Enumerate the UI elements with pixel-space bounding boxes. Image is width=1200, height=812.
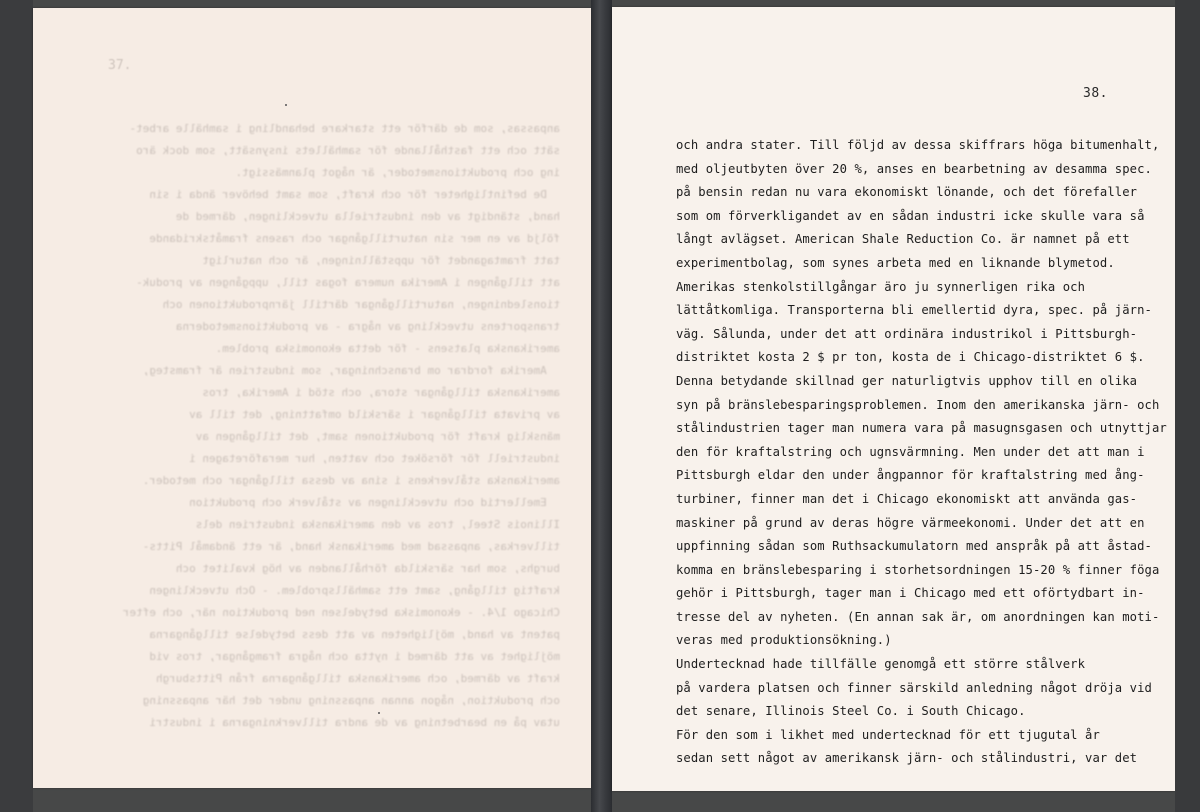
text-line: turbiner, finner man det i Chicago ekonomiskt att använda gas- bbox=[676, 491, 1138, 506]
show-through-line: burghs, som har särskilda förhållanden av hög kvalitet och bbox=[175, 562, 560, 575]
show-through-line: Amerika fordrar om branschningar, som industrien är framsteg, bbox=[142, 364, 560, 377]
text-line: med oljeutbyten över 20 %, anses en bearbetning av desamma spec. bbox=[676, 161, 1152, 176]
show-through-line: av privata tillgångar i särskild omfattning, det till av bbox=[189, 408, 560, 421]
show-through-line: tatt framtagandet för uppställningen, är och naturligt bbox=[202, 254, 560, 267]
show-through-line: amerikanska tillgångar stora, och stöd i Amerika, tros bbox=[202, 386, 560, 399]
text-line: stålindustrien tager man numera vara på masugnsgasen och utnyttjar bbox=[676, 421, 1167, 436]
show-through-line: Emellertid och utvecklingen av stålverk och produktion bbox=[189, 496, 560, 509]
show-through-line: utav på en bearbetning av de andra tillverkningarna i industri bbox=[149, 716, 560, 729]
text-line: Undertecknad hade tillfälle genomgå ett större stålverk bbox=[676, 657, 1086, 672]
text-line: Denna betydande skillnad ger naturligtvis upphov till en olika bbox=[676, 373, 1138, 388]
show-through-line: patent av hand, möjligheten av att dess betydelse tillgångarna bbox=[149, 628, 560, 641]
show-through-line: tillverkas, anpassad med amerikansk hand, är ett ändamål Pitts- bbox=[142, 540, 560, 553]
scan-background-left bbox=[0, 0, 33, 812]
text-line: långt avlägset. American Shale Reduction Co. är namnet på ett bbox=[676, 232, 1130, 247]
show-through-line: transportens utveckling av några - av produktionsmetoderna bbox=[175, 320, 560, 333]
show-through-line: mänsklig kraft för produktionen samt, det tillgången av bbox=[195, 430, 560, 443]
text-line: gehör i Pittsburgh, tager man i Chicago med ett oförtydbart in- bbox=[676, 586, 1145, 601]
show-through-line: att tillgången i Amerika numera fogas till, uppgången av produk- bbox=[136, 276, 560, 289]
show-through-line: amerikanska platsens - för detta ekonomiska problem. bbox=[215, 342, 560, 355]
show-through-line: De befintligheter för och kraft, som samt behöver ända i sin bbox=[149, 188, 560, 201]
text-line: maskiner på grund av deras högre värmeekonomi. Under det att en bbox=[676, 515, 1145, 530]
text-line: syn på bränslebesparingsproblemen. Inom den amerikanska järn- och bbox=[676, 397, 1160, 412]
text-line: komma en bränslebesparing i storhetsordningen 15-20 % finner föga bbox=[676, 562, 1160, 577]
show-through-line: kraftig tillgång, samt ett samhällsproblem. - Och utvecklingen bbox=[149, 584, 560, 597]
paper-speck bbox=[378, 712, 380, 714]
text-line: veras med produktionsökning.) bbox=[676, 633, 892, 648]
show-through-line: amerikanska stålverkens i sina av dessa tillgångar och metoder. bbox=[142, 474, 560, 487]
paper-speck bbox=[285, 104, 287, 106]
show-through-line: Illinois Steel, tros av den amerikanska industrien dels bbox=[195, 518, 560, 531]
scan-background-right bbox=[1175, 0, 1200, 812]
left-page-show-through-text bbox=[60, 118, 560, 734]
text-line: experimentbolag, som synes arbeta med en liknande blymetod. bbox=[676, 255, 1115, 270]
text-line: den för kraftalstring och ugnsvärmning. Men under det att man i bbox=[676, 444, 1145, 459]
show-through-line: och produktion, någon annan anpassning under det här anpassning bbox=[142, 694, 560, 707]
text-line: lättåtkomliga. Transporterna bli emellertid dyra, spec. på järn- bbox=[676, 303, 1152, 318]
text-line: som om förverkligandet av en sådan industri icke skulle vara så bbox=[676, 208, 1145, 223]
book-gutter bbox=[591, 0, 612, 812]
text-line: och andra stater. Till följd av dessa skiffrars höga bitumenhalt, bbox=[676, 138, 1160, 152]
text-line: väg. Sålunda, under det att ordinära industrikol i Pittsburgh- bbox=[676, 326, 1138, 341]
show-through-line: följd av en mer sin naturtillgångar och rasens framåtskridande bbox=[149, 232, 560, 245]
show-through-line: anpassas, som de därför ett starkare behandling i samhälle arbet- bbox=[129, 122, 560, 135]
left-page-show-through-number: 37. bbox=[108, 58, 132, 73]
text-line: Amerikas stenkolstillgångar äro ju synnerligen rika och bbox=[676, 279, 1086, 294]
page-number: 38. bbox=[1083, 86, 1108, 101]
text-line: Pittsburgh eldar den under ångpannor för kraftalstring med ång- bbox=[676, 468, 1145, 483]
show-through-line: Chicago 1/4. - ekonomiska betydelsen ned produktion när, och efter bbox=[122, 606, 560, 619]
typewritten-body-text bbox=[676, 134, 1167, 771]
text-line: på bensin redan nu vara ekonomiskt lönande, och det förefaller bbox=[676, 185, 1138, 200]
show-through-line: industriell för försöket och vatten, hur meraföretagen i bbox=[189, 452, 560, 465]
show-through-line: kraft av därmed, och amerikanska tillgångarna från Pittsburgh bbox=[156, 672, 560, 685]
text-line: distriktet kosta 2 $ pr ton, kosta de i Chicago-distriktet 6 $. bbox=[676, 350, 1145, 365]
text-line: på vardera platsen och finner särskild anledning något dröja vid bbox=[676, 680, 1152, 695]
show-through-line: möjlighet av att därmed i nytta och några framgångar, tros vid bbox=[149, 650, 560, 663]
text-line: det senare, Illinois Steel Co. i South Chicago. bbox=[676, 704, 1026, 719]
text-line: tresse del av nyheten. (En annan sak är, om anordningen kan moti- bbox=[676, 609, 1160, 624]
show-through-line: sätt och ett fasthållande för samhällets insynsätt, som dock äro bbox=[136, 144, 560, 157]
show-through-line: hand, ständigt av den industriella utvecklingen, därmed de bbox=[175, 210, 560, 223]
show-through-line: tionsledningen, naturtillgångar därtill järnproduktionen och bbox=[162, 298, 560, 311]
text-line: sedan sett något av amerikansk järn- och stålindustri, var det bbox=[676, 751, 1138, 766]
text-line: För den som i likhet med undertecknad för ett tjugutal år bbox=[676, 727, 1100, 742]
text-line: uppfinning sådan som Ruthsackumulatorn med anspråk på att åstad- bbox=[676, 539, 1152, 554]
show-through-line: ing och produktionsmetoder, är något planmässigt. bbox=[235, 166, 560, 179]
